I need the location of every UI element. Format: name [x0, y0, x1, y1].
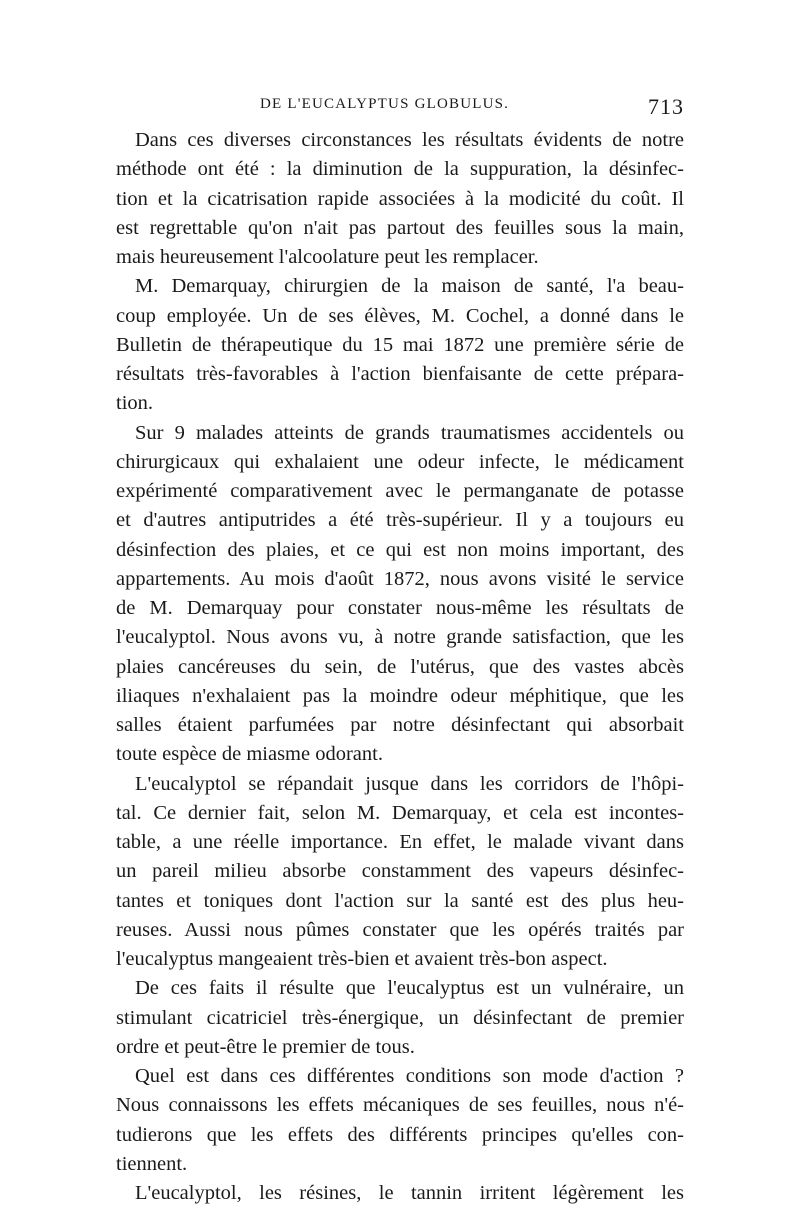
page-number: 713 [648, 94, 684, 119]
text-line: désinfection des plaies, et ce qui est non moins important, des [116, 538, 684, 561]
text-line: tal. Ce dernier fait, selon M. Demarquay, et cela est incontes- [116, 801, 684, 824]
text-line: Sur 9 malades atteints de grands traumatismes accidentels ou [135, 421, 684, 444]
text-line: l'eucalyptus mangeaient très-bien et avaient très-bon aspect. [116, 948, 608, 970]
text-line: ordre et peut-être le premier de tous. [116, 1035, 415, 1058]
text-line: toute espèce de miasme odorant. [116, 743, 383, 766]
text-line: coup employée. Un de ses élèves, M. Cochel, a donné dans le [116, 304, 684, 327]
page-header [116, 96, 684, 120]
running-title: DE L'EUCALYPTUS GLOBULUS. [260, 96, 510, 112]
text-line: Quel est dans ces différentes conditions son mode d'action ? [135, 1065, 684, 1087]
text-line: tudierons que les effets des différents principes qu'elles con- [116, 1123, 684, 1146]
text-line: L'eucalyptol se répandait jusque dans les corridors de l'hôpi- [135, 772, 684, 795]
text-line: est regrettable qu'on n'ait pas partout des feuilles sous la main, [116, 216, 684, 239]
text-line: appartements. Au mois d'août 1872, nous avons visité le service [116, 567, 684, 590]
text-line: tiennent. [116, 1152, 188, 1175]
text-line: et d'autres antiputrides a été très-supérieur. Il y a toujours eu [116, 509, 684, 532]
text-line: un pareil milieu absorbe constamment des vapeurs désinfec- [116, 860, 684, 883]
body-text [116, 126, 684, 1208]
text-line: tantes et toniques dont l'action sur la santé est des plus heu- [116, 889, 684, 912]
text-line: mais heureusement l'alcoolature peut les remplacer. [116, 246, 539, 268]
text-line: Dans ces diverses circonstances les résultats évidents de notre [135, 129, 684, 151]
text-line: reuses. Aussi nous pûmes constater que les opérés traités par [116, 918, 684, 941]
text-line: L'eucalyptol, les résines, le tannin irritent légèrement les [135, 1182, 684, 1204]
text-line: expérimenté comparativement avec le permanganate de potasse [116, 480, 684, 502]
text-line: Bulletin de thérapeutique du 15 mai 1872 une première série de [116, 333, 684, 356]
text-line: tion et la cicatrisation rapide associées à la modicité du coût. Il [116, 187, 684, 210]
text-line: table, a une réelle importance. En effet, le malade vivant dans [116, 831, 684, 853]
text-line: résultats très-favorables à l'action bienfaisante de cette prépara- [116, 363, 684, 385]
text-line: chirurgicaux qui exhalaient une odeur infecte, le médicament [116, 450, 684, 473]
text-line: iliaques n'exhalaient pas la moindre odeur méphitique, que les [116, 684, 684, 707]
text-line: stimulant cicatriciel très-énergique, un désinfectant de premier [116, 1006, 684, 1029]
text-line: tion. [116, 392, 154, 415]
text-line: Nous connaissons les effets mécaniques de ses feuilles, nous n'é- [116, 1094, 684, 1117]
text-line: salles étaient parfumées par notre désinfectant qui absorbait [116, 714, 684, 736]
text-line: de M. Demarquay pour constater nous-même les résultats de [116, 597, 684, 619]
text-line: plaies cancéreuses du sein, de l'utérus, que des vastes abcès [116, 655, 684, 678]
text-line: De ces faits il résulte que l'eucalyptus est un vulnéraire, un [135, 977, 684, 1000]
text-line: M. Demarquay, chirurgien de la maison de santé, l'a beau- [135, 275, 684, 298]
text-line: méthode ont été : la diminution de la suppuration, la désinfec- [116, 158, 684, 181]
text-line: l'eucalyptol. Nous avons vu, à notre grande satisfaction, que les [116, 626, 684, 649]
